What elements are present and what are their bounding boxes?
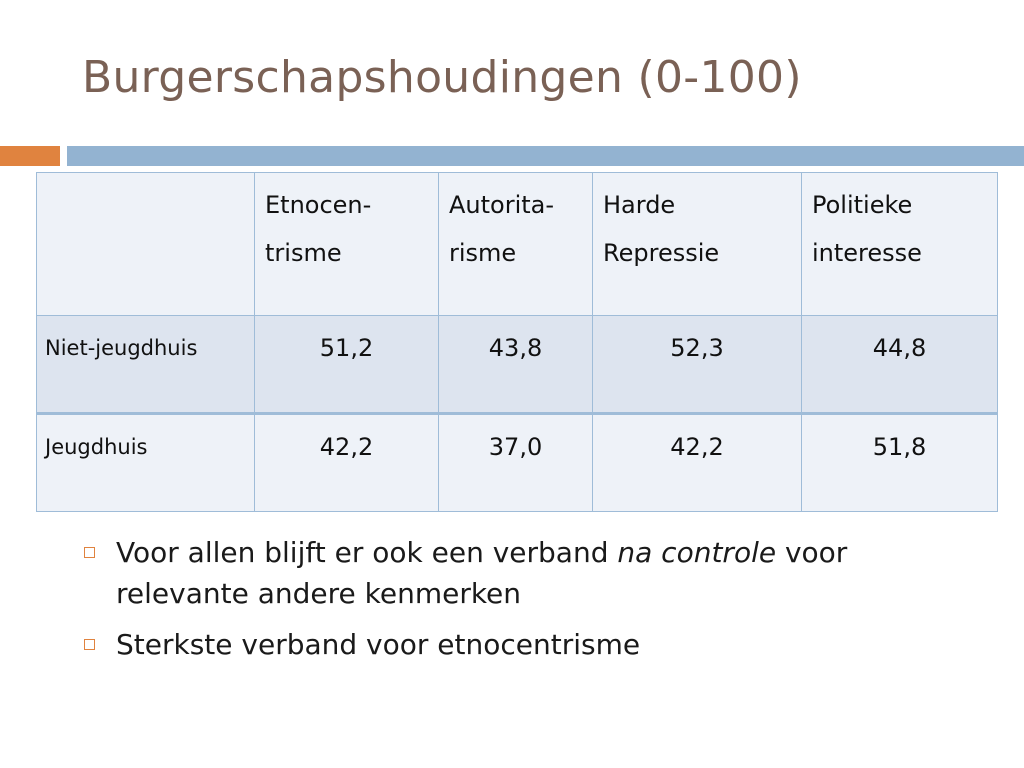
bullet-text: Sterkste verband voor etnocentrisme [116,628,641,661]
bullet-list [82,532,982,675]
table-header-row [37,173,998,316]
table-cell: 44,8 [802,316,998,414]
table-row [37,414,998,512]
row-label: Niet-jeugdhuis [37,316,255,414]
table-cell: 52,3 [593,316,802,414]
header-part: Harde Repressie [603,191,720,267]
accent-bar-blue [67,146,1024,166]
header-corner-cell [37,173,255,316]
square-bullet-icon [84,639,95,650]
bullet-emphasis: na controle [617,536,777,569]
table-cell: 51,2 [255,316,439,414]
square-bullet-icon [84,547,95,558]
column-header-autoritarisme [439,173,593,316]
bullet-text: Voor allen blijft er ook een verband [116,536,618,569]
table-row [37,316,998,414]
column-header-harde-repressie [593,173,802,316]
row-label: Jeugdhuis [37,414,255,512]
table-cell: 43,8 [439,316,593,414]
table-cell: 37,0 [439,414,593,512]
data-table [36,172,998,512]
bullet-item [82,532,982,614]
accent-bar-orange [0,146,60,166]
bullet-text: voor relevante andere kenmerken [116,536,848,610]
table-cell: 42,2 [593,414,802,512]
header-part: Politieke interesse [812,191,922,267]
table-cell: 42,2 [255,414,439,512]
bullet-item [82,624,982,665]
header-part: Etnocen- trisme [265,191,372,267]
slide-title: Burgerschapshoudingen (0-100) [82,52,802,103]
table-cell: 51,8 [802,414,998,512]
column-header-etnocentrisme [255,173,439,316]
header-part: Autorita- risme [449,191,555,267]
column-header-politieke-interesse [802,173,998,316]
